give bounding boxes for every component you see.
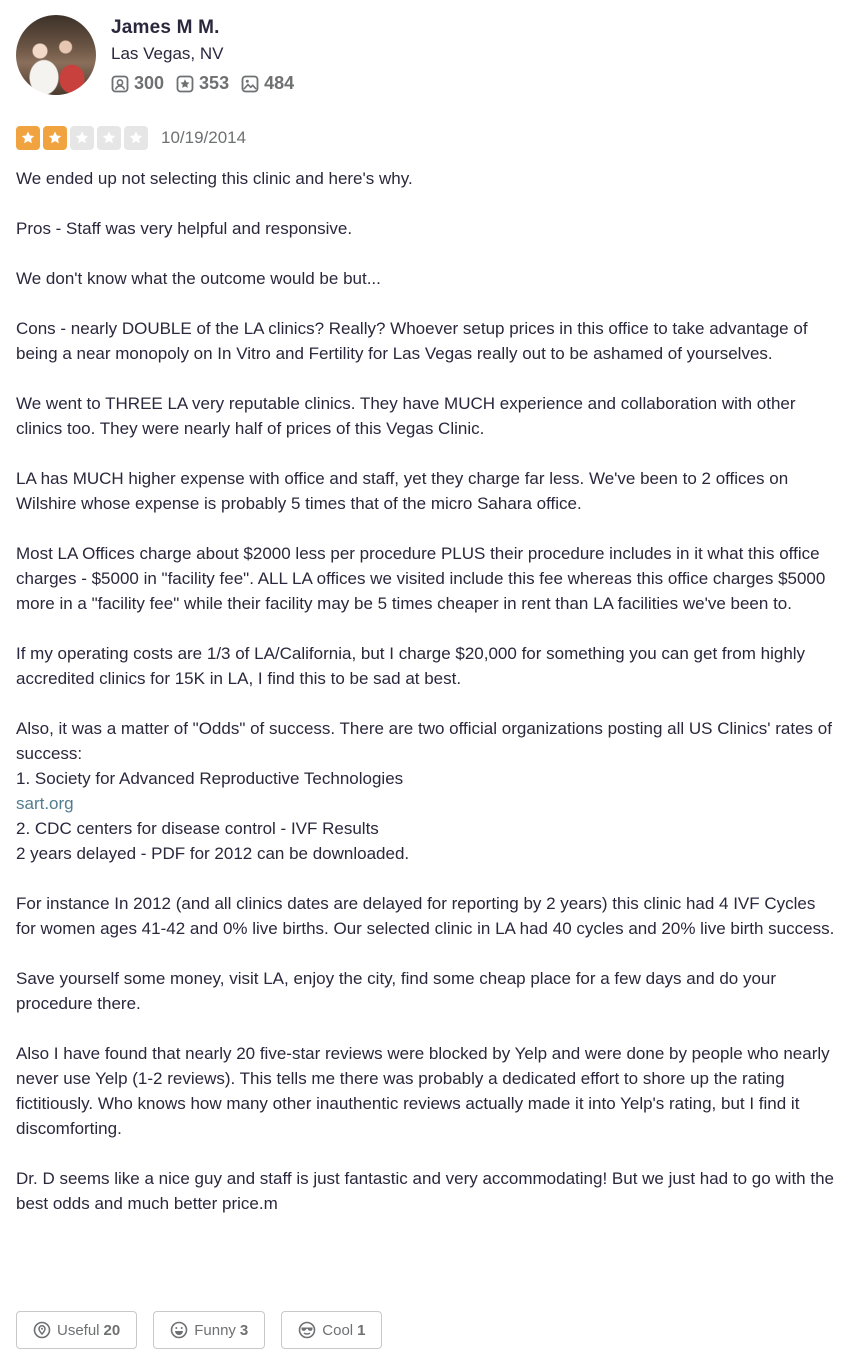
photos-count: 484 [264, 73, 295, 93]
review-paragraph: Save yourself some money, visit LA, enjoy the city, find some cheap place for a few days and do your procedure there. [16, 969, 777, 1013]
star-filled-icon [16, 126, 40, 150]
cool-button[interactable] [281, 1311, 382, 1349]
friends-icon [111, 75, 129, 93]
review-paragraph: For instance In 2012 (and all clinics dates are delayed for reporting by 2 years) this clinic had 4 IVF Cycles for women ages 41-42 and 0% live births. Our selected clinic in LA had 40 cycles and 20% live birth success. [16, 894, 835, 938]
star-empty-icon [97, 126, 121, 150]
review-line: 2 years delayed - PDF for 2012 can be downloaded. [16, 844, 410, 863]
funny-count: 3 [239, 1321, 249, 1339]
review-date: 10/19/2014 [161, 128, 247, 147]
star-empty-icon [70, 126, 94, 150]
user-avatar[interactable] [16, 15, 96, 95]
star-filled-icon [43, 126, 67, 150]
review-text [16, 166, 836, 1241]
review-actions [16, 1311, 398, 1349]
review-line: 1. Society for Advanced Reproductive Technologies [16, 769, 404, 788]
review-line: Also, it was a matter of "Odds" of success. There are two official organizations posting all US Clinics' rates of success: [16, 719, 832, 763]
friends-count: 300 [134, 73, 165, 93]
sart-link[interactable]: sart.org [16, 794, 74, 813]
user-stats [111, 73, 306, 94]
review-paragraph: We don't know what the outcome would be but... [16, 269, 381, 288]
photos-stat [241, 73, 294, 94]
review-paragraph: Pros - Staff was very helpful and responsive. [16, 219, 353, 238]
funny-label: Funny [194, 1321, 236, 1339]
cool-face-icon [298, 1321, 316, 1339]
review-paragraph: Dr. D seems like a nice guy and staff is just fantastic and very accommodating! But we just had to go with the best odds and much better price.m [16, 1169, 834, 1213]
useful-count: 20 [103, 1321, 121, 1339]
star-empty-icon [124, 126, 148, 150]
review-paragraph: Cons - nearly DOUBLE of the LA clinics? Really? Whoever setup prices in this office to take advantage of being a near monopoly on In Vitro and Fertility for Las Vegas really out to be ashamed of yourselves. [16, 319, 808, 363]
reviews-count: 353 [199, 73, 230, 93]
useful-label: Useful [57, 1321, 100, 1339]
user-location: Las Vegas, NV [111, 44, 224, 63]
useful-icon [33, 1321, 51, 1339]
review-paragraph: If my operating costs are 1/3 of LA/California, but I charge $20,000 for something you can get from highly accredited clinics for 15K in LA, I find this to be sad at best. [16, 644, 806, 688]
user-name[interactable]: James M M. [111, 17, 220, 38]
review-paragraph: We went to THREE LA very reputable clinics. They have MUCH experience and collaboration with other clinics too. They were nearly half of prices of this Vegas Clinic. [16, 394, 796, 438]
friends-stat [111, 73, 164, 94]
review-paragraph: We ended up not selecting this clinic and here's why. [16, 169, 413, 188]
review-star-icon [176, 75, 194, 93]
funny-face-icon [170, 1321, 188, 1339]
photo-icon [241, 75, 259, 93]
review-paragraph: Also I have found that nearly 20 five-star reviews were blocked by Yelp and were done by people who nearly never use Yelp (1-2 reviews). This tells me there was probably a dedicated effort to shore up the rating fictitiously. Who knows how many other inauthentic reviews actually made it into Yelp's rating, but I find it discomforting. [16, 1044, 830, 1138]
cool-count: 1 [357, 1321, 366, 1339]
rating-row [16, 126, 246, 150]
review-paragraph: Most LA Offices charge about $2000 less per procedure PLUS their procedure includes in it what this office charges - $5000 in "facility fee". ALL LA offices we visited include this fee whereas this office charges $5000 more in a "facility fee" while their facility may be 5 times cheaper in rent than LA facilities we've been to. [16, 544, 826, 613]
useful-button[interactable] [16, 1311, 137, 1349]
cool-label: Cool [322, 1321, 354, 1339]
reviews-stat [176, 73, 229, 94]
funny-button[interactable] [153, 1311, 265, 1349]
review-line: 2. CDC centers for disease control - IVF Results [16, 819, 379, 838]
review-paragraph [16, 716, 836, 866]
review-paragraph: LA has MUCH higher expense with office and staff, yet they charge far less. We've been to 2 offices on Wilshire whose expense is probably 5 times that of the micro Sahara office. [16, 469, 789, 513]
star-rating [16, 126, 151, 150]
